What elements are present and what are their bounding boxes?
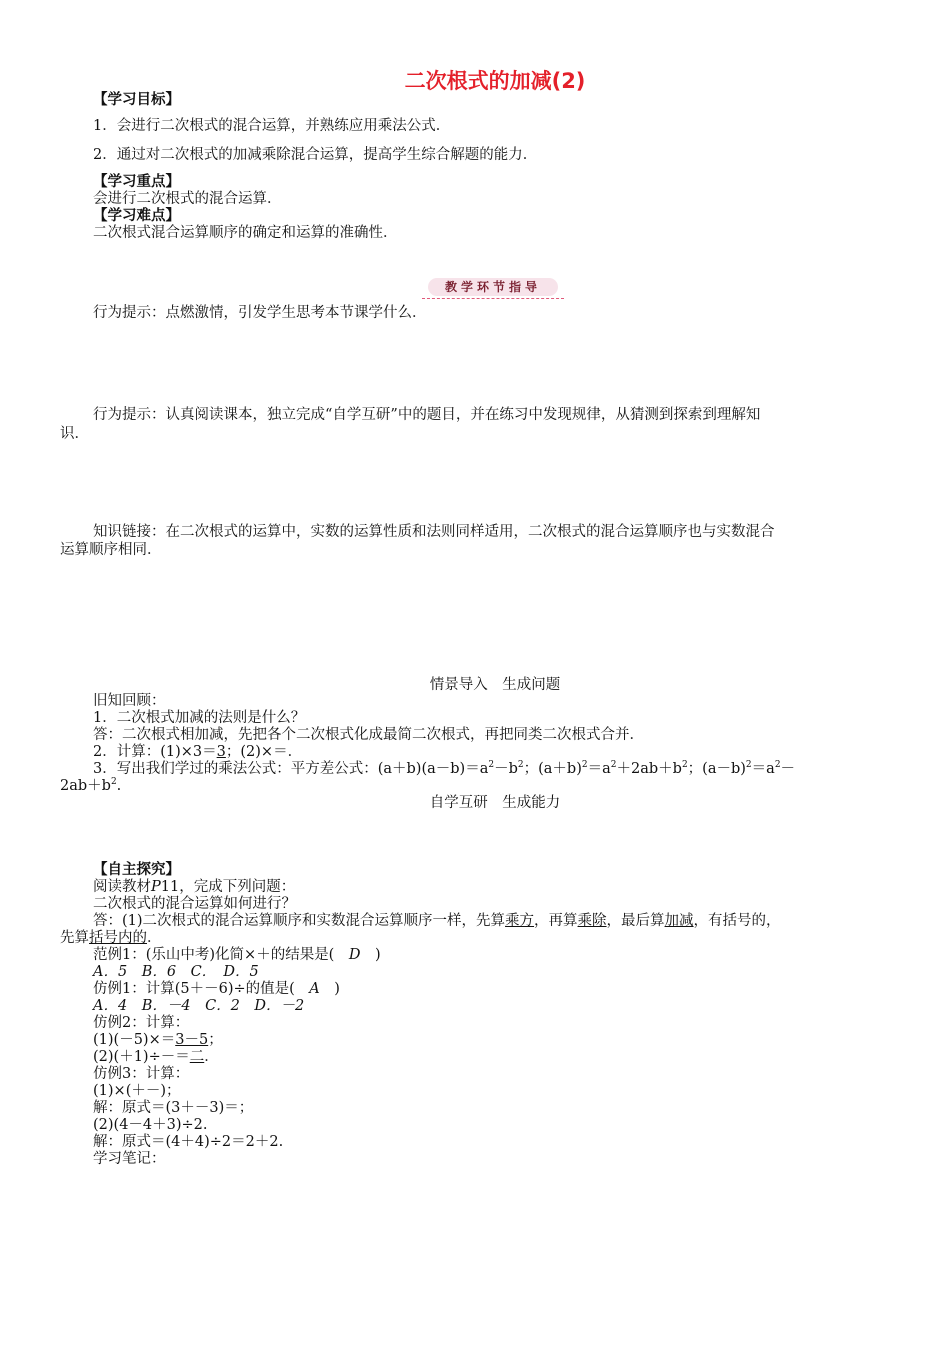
review-question-2 (93, 743, 302, 761)
q3-text: － (780, 761, 796, 777)
follow-example-2: 仿例2：计算： (93, 1015, 190, 1031)
read-page: P (151, 879, 161, 895)
ex-text: 范例1：(乐山中考)化简×＋的结果是( (93, 947, 349, 963)
follow-example-3: 仿例3：计算： (93, 1066, 190, 1082)
ex-answer: D (348, 947, 361, 963)
q3-text: ；(a＋b) (523, 761, 582, 777)
difficulty-heading: 【学习难点】 (93, 207, 180, 224)
ex-text: ； (208, 1032, 223, 1048)
ans-text: ，最后算 (606, 913, 665, 929)
read-text: 11，完成下列问题： (160, 879, 296, 895)
hint-1: 行为提示：点燃激情，引发学生思考本节课学什么． (93, 305, 427, 321)
example-1-options: A．5 B．6 C． D．5 (93, 964, 259, 980)
ex-answer: A (309, 981, 320, 997)
ex-text: (2)(＋1)÷－＝ (93, 1049, 190, 1065)
section-1-heading: 情景导入 生成问题 (429, 677, 561, 693)
study-notes-label: 学习笔记： (93, 1151, 166, 1167)
follow-example-2-part-1 (93, 1031, 223, 1049)
review-question-3-line-2 (60, 777, 121, 795)
page-title: 二次根式的加减(2) (404, 69, 586, 93)
ex-text: ． (204, 1049, 219, 1065)
knowledge-link-line-1: 知识链接：在二次根式的运算中，实数的运算性质和法则同样适用，二次根式的混合运算顺序也与实数混合 (93, 524, 775, 540)
explore-question: 二次根式的混合运算如何进行？ (93, 896, 296, 912)
example-1 (93, 946, 381, 964)
follow-example-2-part-2 (93, 1048, 219, 1066)
section-banner (422, 278, 564, 300)
q3-sup: 2 (110, 777, 117, 788)
ex-text: ) (319, 981, 340, 997)
q3-sup: 2 (517, 760, 524, 771)
q3-sup: 2 (681, 760, 688, 771)
q2-prefix: 2．计算：(1)×3＝ (93, 744, 217, 760)
banner-label: 教学环节指导 (444, 280, 541, 294)
q3-text: ＝a (751, 761, 775, 777)
follow-example-1-options: A．4 B．－4 C．2 D．－2 (93, 998, 305, 1014)
ex-text: (1)(－5)×＝ (93, 1032, 176, 1048)
follow-example-1 (93, 980, 340, 998)
q3-text: ＋2ab＋b (616, 761, 682, 777)
q3-text: . (116, 778, 122, 794)
goal-item-1: 1．会进行二次根式的混合运算，并熟练应用乘法公式． (93, 118, 451, 134)
ans-blank: 加减 (664, 913, 694, 929)
follow-example-3-part-2: (2)(4－4＋3)÷2. (93, 1117, 208, 1133)
review-label: 旧知回顾： (93, 693, 166, 709)
review-answer-1: 答：二次根式相加减，先把各个二次根式化成最简二次根式，再把同类二次根式合并． (93, 727, 644, 743)
follow-example-3-part-1: (1)×(＋－)； (93, 1083, 181, 1099)
q2-suffix: ；(2)×＝． (225, 744, 303, 760)
reading-instruction (93, 878, 295, 896)
ans-text: ，再算 (534, 913, 578, 929)
ex-text: 仿例1：计算(5＋－6)÷的值是( (93, 981, 310, 997)
focus-heading: 【学习重点】 (93, 173, 180, 190)
ans-text: 答：(1)二次根式的混合运算顺序和实数混合运算顺序一样，先算 (93, 913, 506, 929)
q3-text: －b (494, 761, 518, 777)
ans-blank: 乘方 (505, 913, 535, 929)
ans-blank: 括号内的 (89, 930, 147, 946)
ex-answer: 二 (189, 1049, 205, 1065)
read-text: 阅读教材 (93, 879, 151, 895)
focus-text: 会进行二次根式的混合运算． (93, 191, 282, 207)
q2-answer: 3 (216, 744, 226, 760)
q3-text: 2ab＋b (60, 778, 111, 794)
banner-underline (422, 298, 564, 299)
q3-sup: 2 (745, 760, 752, 771)
goal-item-2: 2．通过对二次根式的加减乘除混合运算，提高学生综合解题的能力． (93, 147, 538, 163)
q3-sup: 2 (488, 760, 495, 771)
ex-text: ) (360, 947, 381, 963)
ex-answer: 3－5 (175, 1032, 209, 1048)
follow-example-3-solution-1: 解：原式＝(3＋－3)＝； (93, 1100, 254, 1116)
q3-sup: 2 (610, 760, 617, 771)
review-question-1: 1．二次根式加减的法则是什么？ (93, 710, 306, 726)
goals-heading: 【学习目标】 (93, 91, 180, 108)
q3-sup: 2 (581, 760, 588, 771)
ans-text: ． (147, 930, 162, 946)
hint-2-line-1: 行为提示：认真阅读课本，独立完成“自学互研”中的题目，并在练习中发现规律，从猜测到探索到理解知 (93, 407, 761, 423)
q3-text: ＝a (587, 761, 611, 777)
explore-answer-line-2 (60, 929, 162, 947)
explore-heading: 【自主探究】 (93, 861, 180, 878)
section-2-heading: 自学互研 生成能力 (429, 795, 561, 811)
q3-sup: 2 (774, 760, 781, 771)
ans-text: ，有括号的， (693, 913, 781, 929)
q3-text: ；(a－b) (687, 761, 746, 777)
hint-2-line-2: 识． (60, 426, 89, 442)
difficulty-text: 二次根式混合运算顺序的确定和运算的准确性． (93, 225, 398, 241)
q3-text: 3．写出我们学过的乘法公式：平方差公式：(a＋b)(a－b)＝a (93, 761, 489, 777)
ans-blank: 乘除 (577, 913, 607, 929)
follow-example-3-solution-2: 解：原式＝(4＋4)÷2＝2＋2. (93, 1134, 284, 1150)
knowledge-link-line-2: 运算顺序相同． (60, 542, 162, 558)
review-question-3-line-1 (93, 760, 795, 778)
explore-answer-line-1 (93, 912, 781, 930)
ans-text: 先算 (60, 930, 89, 946)
